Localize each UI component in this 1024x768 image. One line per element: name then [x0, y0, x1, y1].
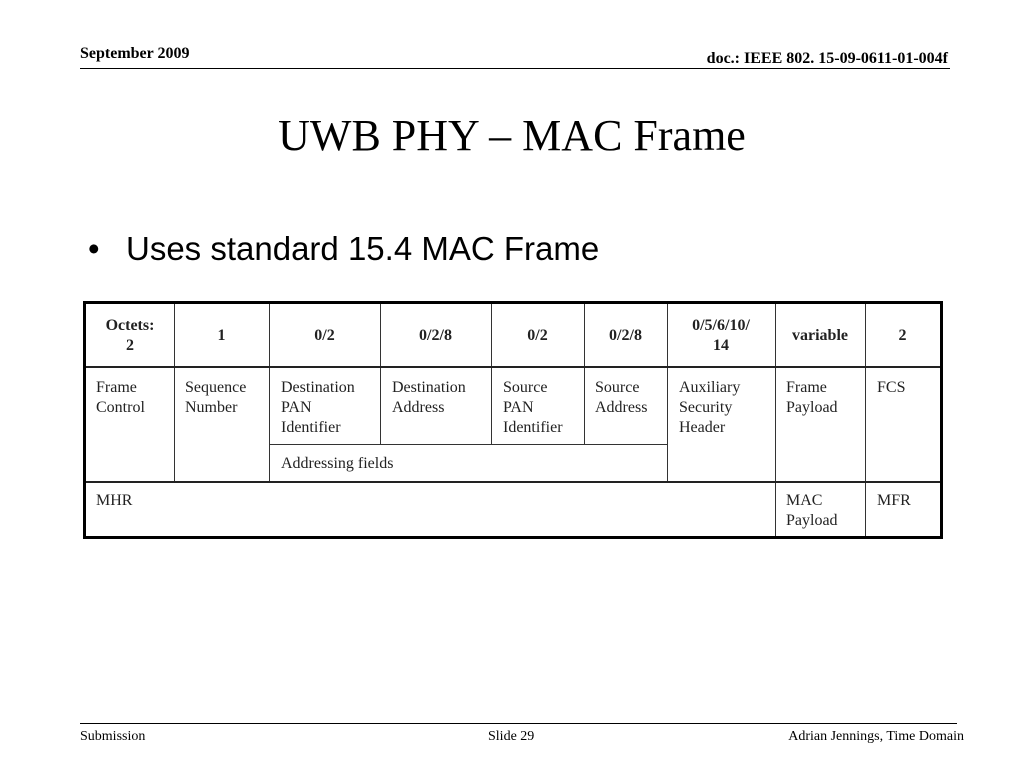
octets-cell: 2: [898, 327, 907, 344]
field-cell: FCS: [877, 379, 906, 396]
field-cell: Source PAN Identifier: [503, 379, 563, 436]
footer-left: Submission: [80, 729, 146, 744]
bullet-text: Uses standard 15.4 MAC Frame: [126, 230, 600, 267]
octets-cell: 0/2/8: [609, 327, 642, 344]
table-divider: [269, 444, 667, 445]
mhr-label: MHR: [96, 492, 133, 509]
octets-cell: variable: [792, 327, 848, 344]
footer-rule: [80, 723, 957, 724]
table-divider: [86, 366, 940, 368]
mac-payload-label: MAC Payload: [786, 492, 838, 529]
octets-cell: Octets: 2: [105, 317, 155, 354]
addressing-fields-label: Addressing fields: [281, 455, 394, 472]
slide-title: UWB PHY – MAC Frame: [278, 111, 746, 160]
header-date: September 2009: [80, 45, 190, 62]
field-cell: Frame Payload: [786, 379, 838, 416]
mac-frame-table: [83, 301, 943, 539]
footer-slide-number: Slide 29: [488, 729, 535, 744]
field-cell: Sequence Number: [185, 379, 247, 416]
table-divider: [86, 481, 940, 483]
table-divider: [491, 304, 492, 444]
table-divider: [584, 304, 585, 444]
header-rule: [80, 68, 950, 69]
octets-cell: 1: [217, 327, 226, 344]
mfr-label: MFR: [877, 492, 911, 509]
field-cell: Destination PAN Identifier: [281, 379, 355, 436]
header-doc-id: doc.: IEEE 802. 15-09-0611-01-004f: [706, 50, 948, 67]
octets-cell: 0/2: [527, 327, 548, 344]
field-cell: Source Address: [595, 379, 648, 416]
octets-cell: 0/2: [314, 327, 335, 344]
field-cell: Frame Control: [96, 379, 145, 416]
table-divider: [380, 304, 381, 444]
octets-cell: 0/2/8: [419, 327, 452, 344]
bullet-symbol: •: [88, 230, 100, 267]
bullet-item: [88, 230, 599, 268]
field-cell: Auxiliary Security Header: [679, 379, 741, 436]
octets-cell: 0/5/6/10/ 14: [692, 317, 750, 354]
field-cell: Destination Address: [392, 379, 466, 416]
footer-right: Adrian Jennings, Time Domain: [788, 729, 964, 744]
